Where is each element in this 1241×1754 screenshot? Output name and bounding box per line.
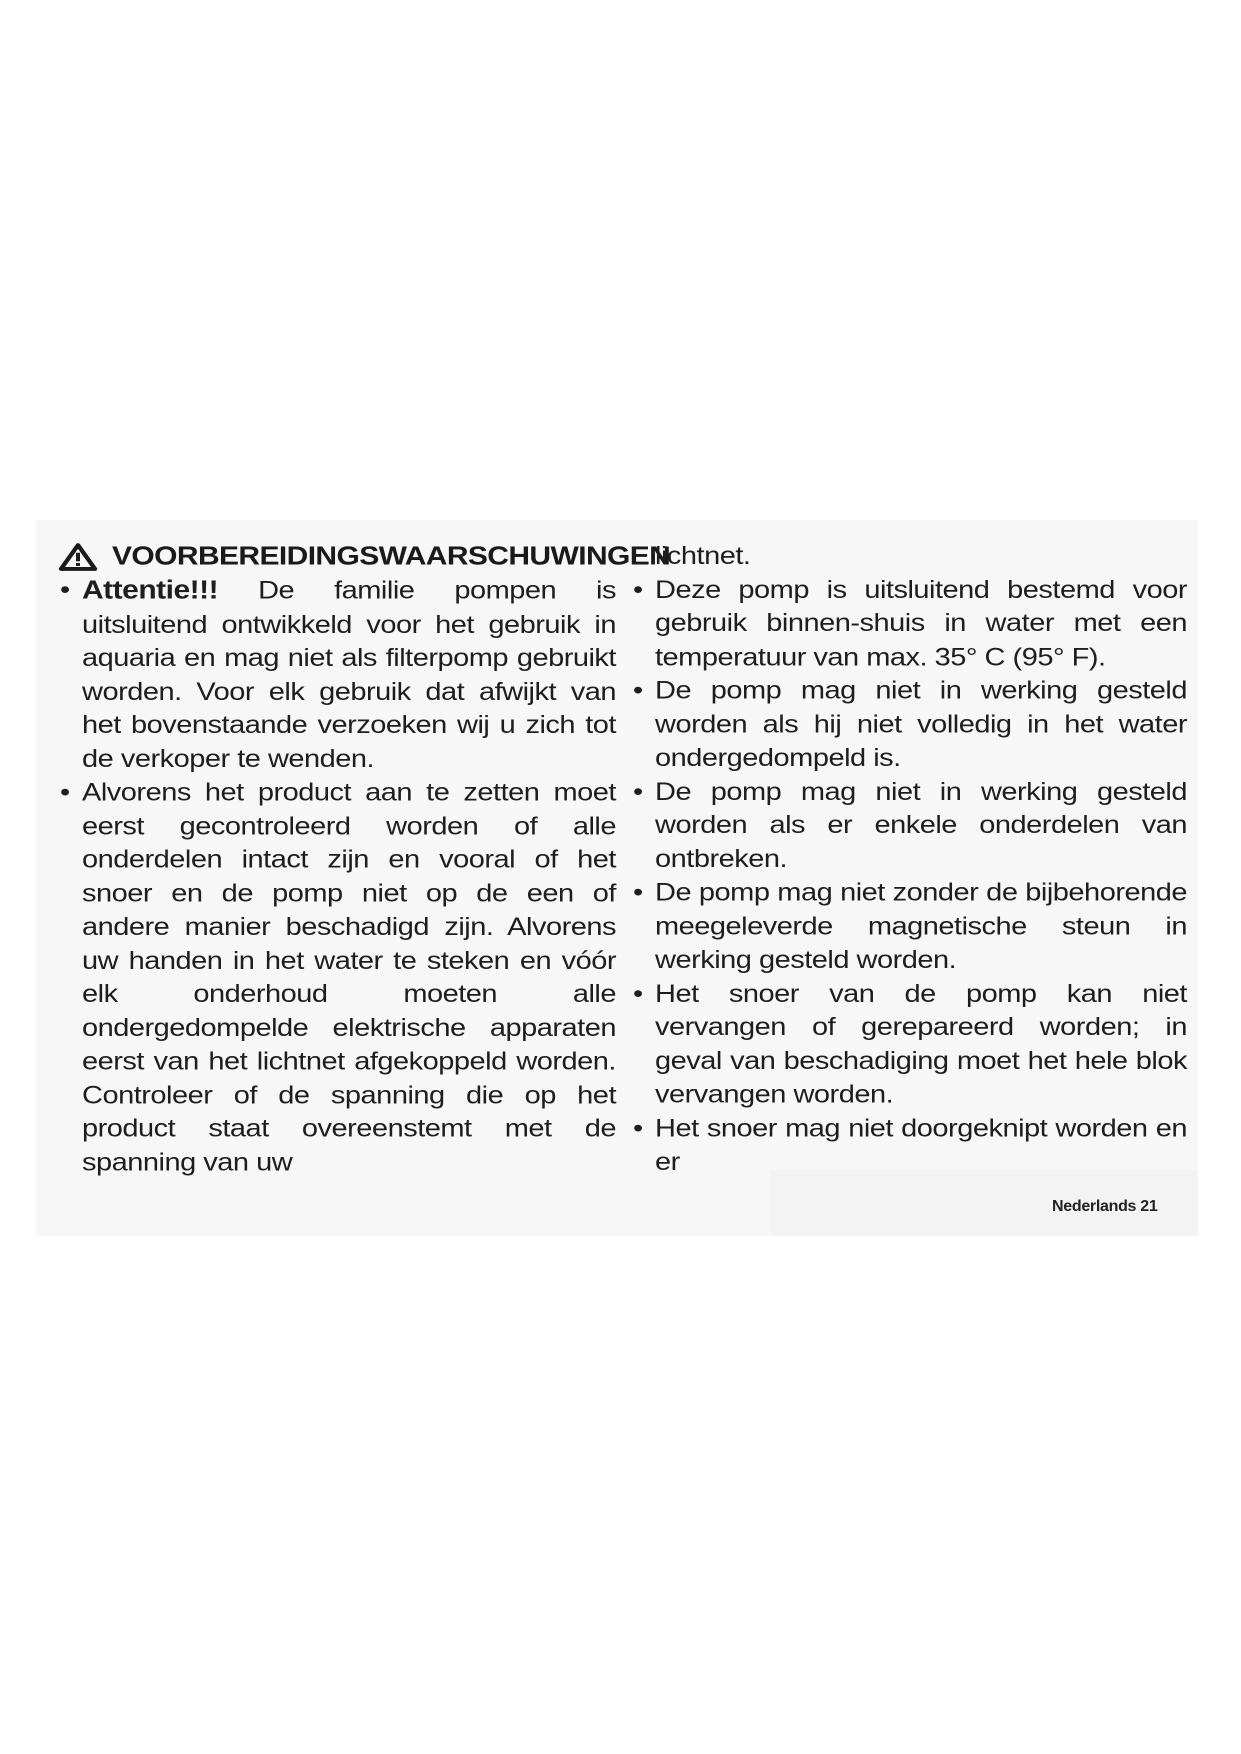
item-text: Het snoer mag niet doorgeknipt worden en er (655, 1114, 1187, 1176)
list-item (58, 777, 616, 1180)
item-text: De pomp mag niet zonder de bijbehorende meegeleverde magnetische steun in werking gesteld worden. (655, 879, 1187, 974)
bullet: • (633, 980, 643, 1008)
list-item (631, 574, 1187, 675)
bullet: • (633, 1114, 643, 1143)
list-item (631, 1112, 1187, 1179)
continued-text: lichtnet. (655, 542, 751, 570)
list-item (631, 978, 1187, 1113)
bullet: • (60, 779, 70, 807)
item-text: Deze pomp is uitsluitend bestemd voor gebruik binnen-shuis in water met een temperatuur van max. 35° C (95° F). (655, 576, 1187, 671)
attention-label: Attentie!!! (82, 576, 219, 605)
bullet: • (633, 778, 643, 806)
left-column (58, 540, 671, 1180)
warning-triangle-icon (58, 543, 98, 572)
list-item (58, 574, 616, 777)
bullet: • (633, 677, 643, 705)
page-footer: Nederlands 21 (1052, 1198, 1158, 1215)
bullet: • (633, 879, 643, 907)
item-text: Het snoer van de pomp kan niet vervangen of gerepareerd worden; in geval van beschadiging moet het hele blok vervangen worden. (655, 980, 1187, 1109)
list-item (631, 877, 1187, 978)
bullet: • (633, 576, 643, 604)
list-item (631, 776, 1187, 877)
section-heading (58, 540, 671, 574)
list-item (631, 675, 1187, 776)
item-text: Alvorens het product aan te zetten moet eerst gecontroleerd worden of alle onderdelen intact zijn en vooral of het snoer en de pomp niet op de een of andere manier beschadigd zijn. Alvorens uw handen in het water te steken en vóór elk onderhoud moeten alle ondergedompelde elektrische apparaten eerst van het lichtnet afgekoppeld worden. Controleer of de spanning die op het product staat overeenstemt met de spanning van uw (82, 779, 616, 1177)
right-column (631, 540, 1187, 1180)
heading-text: VOORBEREIDINGSWAARSCHUWINGEN (112, 542, 671, 571)
item-text: De familie pompen is uitsluitend ontwikkeld voor het gebruik in aquaria en mag niet als filterpomp gebruikt worden. Voor elk gebruik dat afwijkt van het bovenstaande verzoeken wij u zich tot de verkoper te wenden. (82, 577, 616, 773)
item-text: De pomp mag niet in werking gesteld worden als er enkele onderdelen van ontbreken. (655, 778, 1187, 873)
bullet: • (60, 576, 70, 604)
item-text: De pomp mag niet in werking gesteld worden als hij niet volledig in het water ondergedompeld is. (655, 677, 1187, 772)
